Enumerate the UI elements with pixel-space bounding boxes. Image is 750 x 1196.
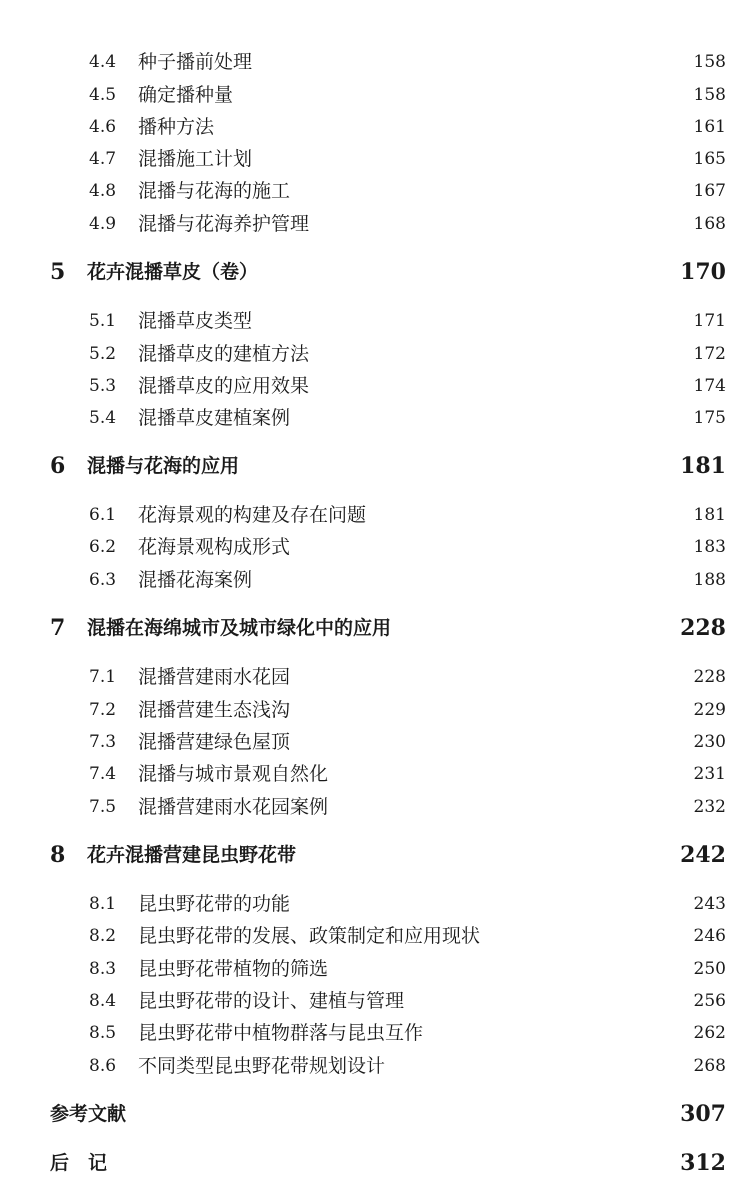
- toc-section-entry: [0, 305, 750, 337]
- toc-entry-title: 混播与花海养护管理: [138, 213, 310, 235]
- toc-entry-page: 168: [693, 214, 726, 234]
- toc-entry-number: 4.4: [89, 52, 117, 72]
- toc-section-entry: [0, 143, 750, 175]
- toc-section-entry: [0, 726, 750, 758]
- toc-entry-page: 172: [693, 344, 726, 364]
- toc-section-entry: [0, 46, 750, 78]
- toc-entry-page: 229: [693, 700, 726, 720]
- toc-entry-page: 174: [693, 376, 726, 396]
- toc-entry-number: 5.2: [89, 344, 117, 364]
- toc-entry-title: 昆虫野花带中植物群落与昆虫互作: [138, 1022, 424, 1044]
- toc-entry-title: 混播施工计划: [138, 148, 253, 170]
- toc-entry-page: 262: [693, 1023, 726, 1043]
- toc-entry-page: 228: [680, 615, 726, 641]
- toc-entry-title: 花卉混播营建昆虫野花带: [87, 844, 297, 866]
- toc-entry-number: 4.5: [89, 85, 117, 105]
- toc-chapter-entry: [0, 1098, 750, 1130]
- toc-entry-number: 6.3: [89, 570, 117, 590]
- toc-entry-page: 181: [693, 505, 726, 525]
- toc-section-entry: [0, 370, 750, 402]
- toc-section-entry: [0, 888, 750, 920]
- toc-entry-page: 181: [680, 453, 726, 479]
- toc-entry-title: 花海景观构成形式: [138, 536, 291, 558]
- toc-entry-number: 7.1: [89, 667, 117, 687]
- toc-chapter-entry: [0, 256, 750, 288]
- toc-entry-title: 昆虫野花带的功能: [138, 893, 291, 915]
- toc-entry-title: 混播营建雨水花园: [138, 666, 291, 688]
- toc-entry-title: 混播与城市景观自然化: [138, 763, 329, 785]
- toc-entry-number: 5.1: [89, 311, 117, 331]
- toc-entry-page: 268: [693, 1056, 726, 1076]
- toc-entry-number: 8.3: [89, 959, 117, 979]
- toc-entry-number: 8: [50, 842, 66, 868]
- toc-entry-title: 混播营建绿色屋顶: [138, 731, 291, 753]
- toc-entry-page: 228: [693, 667, 726, 687]
- toc-entry-page: 246: [693, 926, 726, 946]
- toc-entry-title: 确定播种量: [138, 84, 234, 106]
- toc-chapter-entry: [0, 839, 750, 871]
- toc-section-entry: [0, 564, 750, 596]
- toc-section-entry: [0, 694, 750, 726]
- toc-entry-page: 183: [693, 537, 726, 557]
- toc-entry-number: 8.4: [89, 991, 117, 1011]
- toc-chapter-entry: [0, 1147, 750, 1179]
- toc-entry-title: 混播与花海的施工: [138, 180, 291, 202]
- toc-section-entry: [0, 1017, 750, 1049]
- toc-entry-title: 花海景观的构建及存在问题: [138, 504, 367, 526]
- toc-entry-page: 165: [693, 149, 726, 169]
- toc-section-entry: [0, 985, 750, 1017]
- toc-entry-title: 混播草皮建植案例: [138, 407, 291, 429]
- toc-entry-title: 混播营建雨水花园案例: [138, 796, 329, 818]
- toc-entry-number: 8.1: [89, 894, 117, 914]
- toc-entry-title: 混播在海绵城市及城市绿化中的应用: [87, 617, 392, 639]
- toc-entry-page: 171: [693, 311, 726, 331]
- toc-entry-page: 307: [680, 1101, 726, 1127]
- toc-entry-page: 250: [693, 959, 726, 979]
- toc-entry-title: 播种方法: [138, 116, 215, 138]
- toc-chapter-entry: [0, 450, 750, 482]
- toc-section-entry: [0, 758, 750, 790]
- toc-entry-number: 7: [50, 615, 66, 641]
- toc-entry-page: 188: [693, 570, 726, 590]
- toc-entry-number: 8.5: [89, 1023, 117, 1043]
- toc-entry-page: 158: [693, 52, 726, 72]
- toc-entry-page: 256: [693, 991, 726, 1011]
- toc-section-entry: [0, 499, 750, 531]
- toc-section-entry: [0, 920, 750, 952]
- toc-entry-page: 167: [693, 181, 726, 201]
- toc-entry-number: 4.7: [89, 149, 117, 169]
- toc-entry-number: 7.5: [89, 797, 117, 817]
- toc-entry-title: 后 记: [50, 1152, 108, 1174]
- toc-entry-page: 242: [680, 842, 726, 868]
- toc-entry-page: 232: [693, 797, 726, 817]
- toc-chapter-entry: [0, 612, 750, 644]
- toc-entry-title: 混播花海案例: [138, 569, 253, 591]
- toc-entry-title: 混播营建生态浅沟: [138, 699, 291, 721]
- toc-entry-title: 混播草皮类型: [138, 310, 253, 332]
- toc-entry-number: 7.2: [89, 700, 117, 720]
- toc-entry-title: 混播与花海的应用: [87, 455, 240, 477]
- toc-entry-title: 花卉混播草皮（卷）: [87, 261, 259, 283]
- toc-entry-number: 7.4: [89, 764, 117, 784]
- toc-section-entry: [0, 402, 750, 434]
- toc-entry-number: 4.8: [89, 181, 117, 201]
- toc-section-entry: [0, 175, 750, 207]
- toc-section-entry: [0, 208, 750, 240]
- toc-entry-number: 8.6: [89, 1056, 117, 1076]
- toc-section-entry: [0, 531, 750, 563]
- toc-section-entry: [0, 338, 750, 370]
- toc-entry-number: 7.3: [89, 732, 117, 752]
- toc-section-entry: [0, 953, 750, 985]
- toc-entry-page: 158: [693, 85, 726, 105]
- toc-section-entry: [0, 1050, 750, 1082]
- toc-entry-title: 昆虫野花带的设计、建植与管理: [138, 990, 405, 1012]
- toc-entry-title: 不同类型昆虫野花带规划设计: [138, 1055, 386, 1077]
- toc-entry-page: 175: [693, 408, 726, 428]
- toc-entry-number: 4.9: [89, 214, 117, 234]
- toc-entry-number: 6: [50, 453, 66, 479]
- toc-entry-title: 混播草皮的建植方法: [138, 343, 310, 365]
- toc-section-entry: [0, 79, 750, 111]
- toc-entry-page: 161: [693, 117, 726, 137]
- toc-entry-page: 243: [693, 894, 726, 914]
- toc-entry-number: 6.1: [89, 505, 117, 525]
- toc-entry-page: 231: [693, 764, 726, 784]
- toc-entry-title: 种子播前处理: [138, 51, 253, 73]
- toc-entry-title: 参考文献: [50, 1103, 127, 1125]
- toc-section-entry: [0, 111, 750, 143]
- toc-entry-title: 昆虫野花带的发展、政策制定和应用现状: [138, 925, 481, 947]
- toc-entry-number: 5.4: [89, 408, 117, 428]
- toc-entry-page: 312: [680, 1150, 726, 1176]
- toc-entry-number: 5.3: [89, 376, 117, 396]
- toc-entry-page: 230: [693, 732, 726, 752]
- toc-entry-title: 昆虫野花带植物的筛选: [138, 958, 329, 980]
- toc-entry-number: 5: [50, 259, 66, 285]
- toc-section-entry: [0, 791, 750, 823]
- toc-entry-number: 6.2: [89, 537, 117, 557]
- toc-entry-title: 混播草皮的应用效果: [138, 375, 310, 397]
- toc-section-entry: [0, 661, 750, 693]
- toc-entry-number: 8.2: [89, 926, 117, 946]
- toc-entry-number: 4.6: [89, 117, 117, 137]
- toc-entry-page: 170: [680, 259, 726, 285]
